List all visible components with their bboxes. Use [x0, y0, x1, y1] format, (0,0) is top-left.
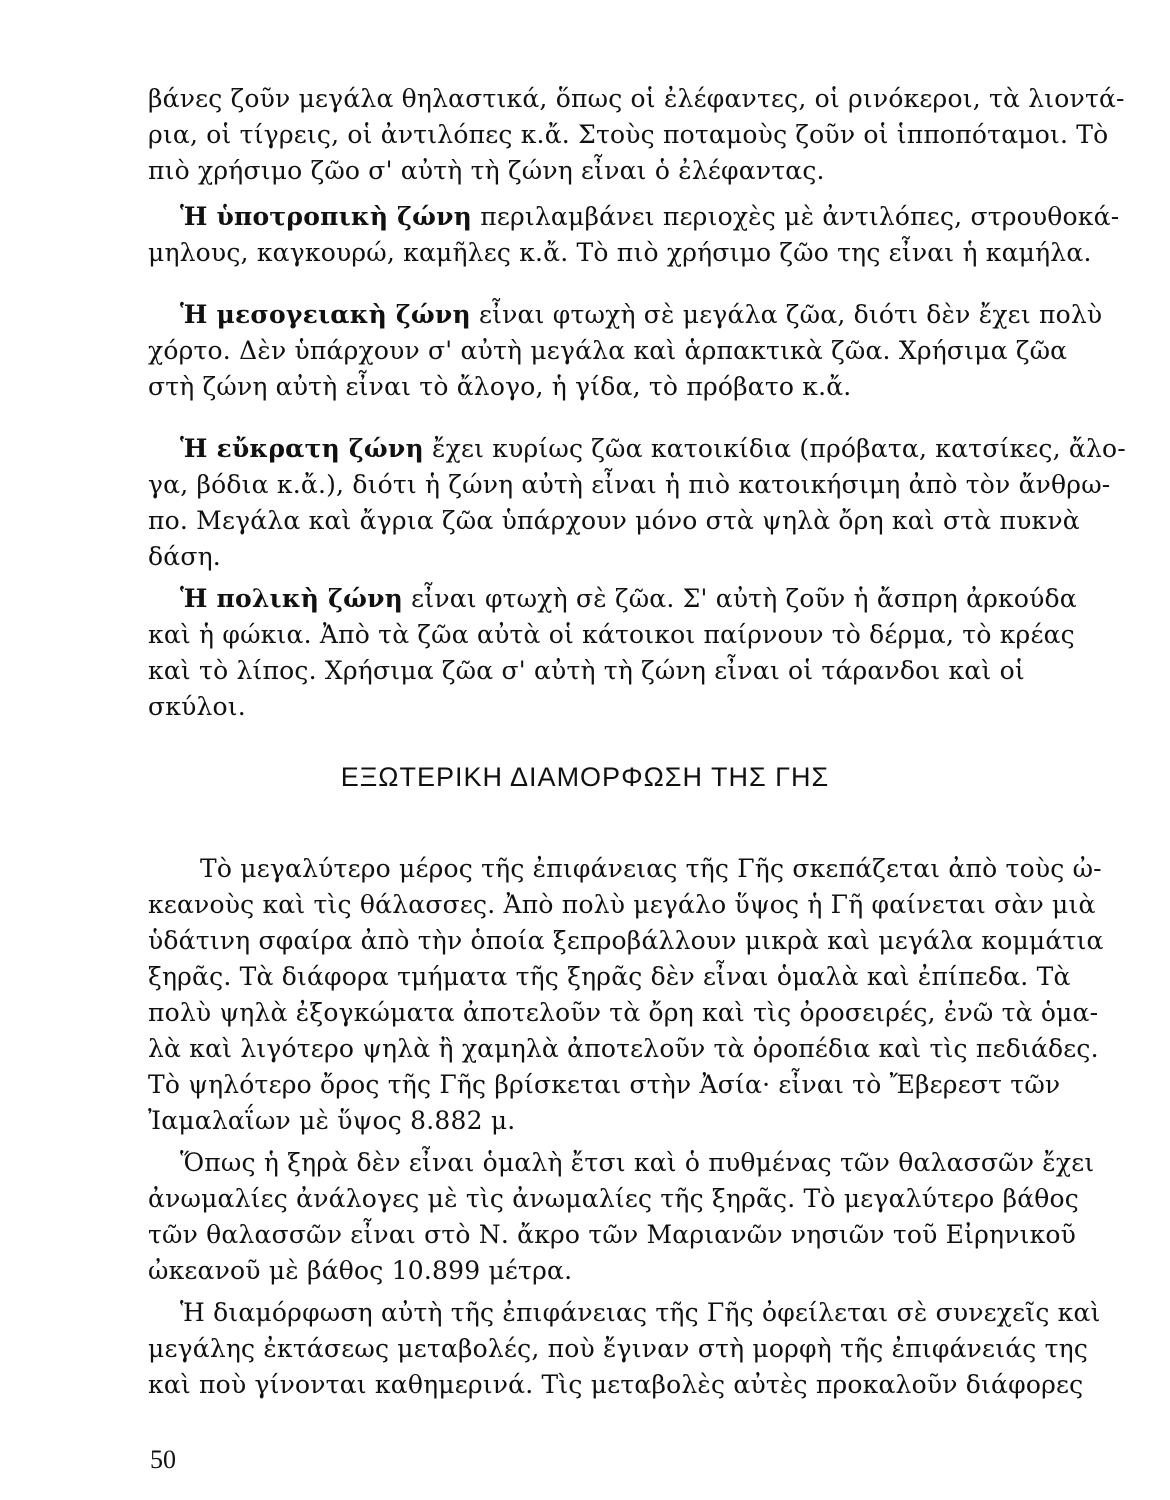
- bold-term: Ἡ ὑποτροπικὴ ζώνη: [180, 202, 473, 231]
- text-line: πιὸ χρήσιμο ζῶο σ' αὐτὴ τὴ ζώνη εἶναι ὁ ἐλέφαντας.: [148, 156, 825, 185]
- text-run: περιλαμβάνει περιοχὲς μὲ ἀντιλόπες, στρουθοκά-: [472, 202, 1120, 231]
- text-line: καὶ ποὺ γίνονται καθημερινά. Τὶς μεταβολὲς αὐτὲς προκαλοῦν διάφορες: [148, 1370, 1084, 1399]
- text-line: πολὺ ψηλὰ ἐξογκώματα ἀποτελοῦν τὰ ὄρη καὶ τὶς ὀροσειρές, ἐνῶ τὰ ὁμα-: [148, 998, 1099, 1027]
- text-line: καὶ τὸ λίπος. Χρήσιμα ζῶα σ' αὐτὴ τὴ ζώνη εἶναι οἱ τάρανδοι καὶ οἱ: [148, 656, 1025, 685]
- paragraph-first-line: [180, 200, 1120, 234]
- text-line: Ἰαμαλαΐων μὲ ὕψος 8.882 μ.: [148, 1106, 516, 1135]
- text-run: ἔχει κυρίως ζῶα κατοικίδια (πρόβατα, κατσίκες, ἄλο-: [423, 434, 1126, 463]
- text-line: στὴ ζώνη αὐτὴ εἶναι τὸ ἄλογο, ἡ γίδα, τὸ πρόβατο κ.ἄ.: [148, 372, 852, 401]
- section-heading: ΕΞΩΤΕΡΙΚΗ ΔΙΑΜΟΡΦΩΣΗ ΤΗΣ ΓΗΣ: [340, 762, 830, 792]
- text-line: λὰ καὶ λιγότερο ψηλὰ ἢ χαμηλὰ ἀποτελοῦν τὰ ὀροπέδια καὶ τὶς πεδιάδες.: [148, 1034, 1099, 1063]
- text-line: κεανοὺς καὶ τὶς θάλασσες. Ἀπὸ πολὺ μεγάλο ὕψος ἡ Γῆ φαίνεται σὰν μιὰ: [148, 890, 1096, 919]
- bold-term: Ἡ εὔκρατη ζώνη: [180, 434, 424, 463]
- text-line: Τὸ ψηλότερο ὄρος τῆς Γῆς βρίσκεται στὴν Ἀσία· εἶναι τὸ Ἔβερεστ τῶν: [148, 1070, 1061, 1099]
- text-line: Τὸ μεγαλύτερο μέρος τῆς ἐπιφάνειας τῆς Γῆς σκεπάζεται ἀπὸ τοὺς ὠ-: [200, 854, 1102, 883]
- text-run: εἶναι φτωχὴ σὲ ζῶα. Σ' αὐτὴ ζοῦν ἡ ἄσπρη ἀρκούδα: [403, 584, 1077, 613]
- text-line: βάνες ζοῦν μεγάλα θηλαστικά, ὅπως οἱ ἐλέφαντες, οἱ ρινόκεροι, τὰ λιοντά-: [148, 84, 1125, 113]
- text-line: ὑδάτινη σφαίρα ἀπὸ τὴν ὁποία ξεπροβάλλουν μικρὰ καὶ μεγάλα κομμάτια: [148, 926, 1104, 955]
- text-line: καὶ ἡ φώκια. Ἀπὸ τὰ ζῶα αὐτὰ οἱ κάτοικοι παίρνουν τὸ δέρμα, τὸ κρέας: [148, 620, 1075, 649]
- text-line: ὠκεανοῦ μὲ βάθος 10.899 μέτρα.: [148, 1256, 573, 1285]
- text-line: ἀνωμαλίες ἀνάλογες μὲ τὶς ἀνωμαλίες τῆς ξηρᾶς. Τὸ μεγαλύτερο βάθος: [148, 1184, 1080, 1213]
- text-line: ξηρᾶς. Τὰ διάφορα τμήματα τῆς ξηρᾶς δὲν εἶναι ὁμαλὰ καὶ ἐπίπεδα. Τὰ: [148, 962, 1071, 991]
- paragraph-first-line: [180, 582, 1077, 616]
- bold-term: Ἡ μεσογειακὴ ζώνη: [180, 300, 471, 329]
- paragraph-first-line: [180, 298, 1103, 332]
- text-run: εἶναι φτωχὴ σὲ μεγάλα ζῶα, διότι δὲν ἔχει πολὺ: [470, 300, 1103, 329]
- text-line: χόρτο. Δὲν ὑπάρχουν σ' αὐτὴ μεγάλα καὶ ἁρπακτικὰ ζῶα. Χρήσιμα ζῶα: [148, 336, 1068, 365]
- text-line: μεγάλης ἐκτάσεως μεταβολές, ποὺ ἔγιναν στὴ μορφὴ τῆς ἐπιφάνειάς της: [148, 1334, 1089, 1363]
- text-line: γα, βόδια κ.ἄ.), διότι ἡ ζώνη αὐτὴ εἶναι ἡ πιὸ κατοικήσιμη ἀπὸ τὸν ἄνθρω-: [148, 470, 1111, 499]
- text-line: πο. Μεγάλα καὶ ἄγρια ζῶα ὑπάρχουν μόνο στὰ ψηλὰ ὄρη καὶ στὰ πυκνὰ: [148, 506, 1080, 535]
- text-line: τῶν θαλασσῶν εἶναι στὸ Ν. ἄκρο τῶν Μαριανῶν νησιῶν τοῦ Εἰρηνικοῦ: [148, 1220, 1077, 1249]
- text-line: μηλους, καγκουρώ, καμῆλες κ.ἄ. Τὸ πιὸ χρήσιμο ζῶο της εἶναι ἡ καμήλα.: [148, 238, 1092, 267]
- text-line: δάση.: [148, 542, 221, 571]
- text-line: Ὅπως ἡ ξηρὰ δὲν εἶναι ὁμαλὴ ἔτσι καὶ ὁ πυθμένας τῶν θαλασσῶν ἔχει: [180, 1148, 1095, 1177]
- text-line: σκύλοι.: [148, 692, 246, 721]
- bold-term: Ἡ πολικὴ ζώνη: [180, 584, 404, 613]
- text-line: Ἡ διαμόρφωση αὐτὴ τῆς ἐπιφάνειας τῆς Γῆς ὀφείλεται σὲ συνεχεῖς καὶ: [180, 1298, 1101, 1327]
- text-line: ρια, οἱ τίγρεις, οἱ ἀντιλόπες κ.ἄ. Στοὺς ποταμοὺς ζοῦν οἱ ἱπποπόταμοι. Τὸ: [148, 120, 1109, 149]
- paragraph-first-line: [180, 432, 1126, 466]
- page-number: 50: [150, 1445, 176, 1474]
